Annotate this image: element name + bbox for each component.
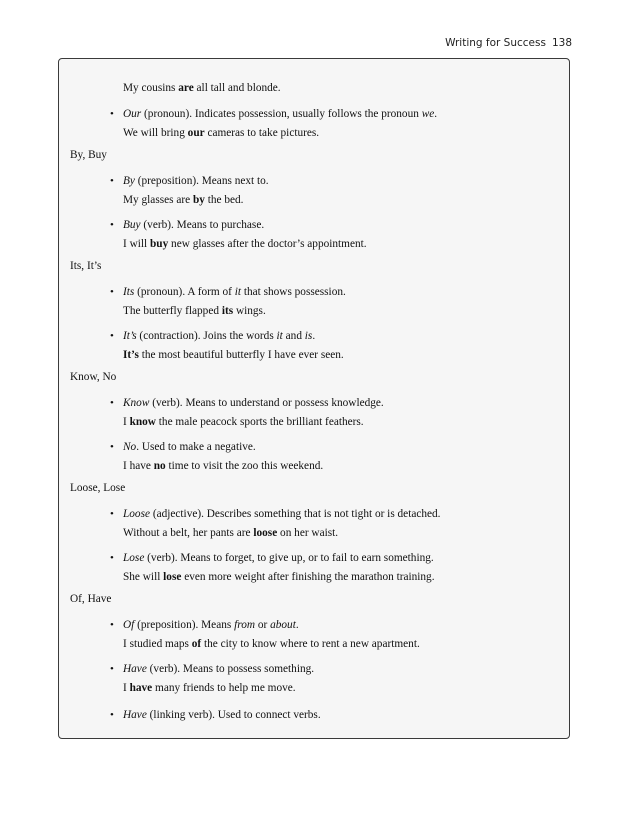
bullet: •: [110, 397, 114, 409]
definition-by: By (preposition). Means next to.: [123, 175, 269, 187]
running-header: [445, 37, 572, 49]
definition-know: Know (verb). Means to understand or possess knowledge.: [123, 397, 384, 409]
example-sentence: My cousins are all tall and blonde.: [123, 82, 281, 94]
definition-loose: Loose (adjective). Describes something that is not tight or is detached.: [123, 508, 441, 520]
bullet: •: [110, 286, 114, 298]
term-heading: Its, It’s: [70, 260, 102, 272]
definition-have-linking: Have (linking verb). Used to connect verbs.: [123, 709, 321, 721]
example-sentence: The butterfly flapped its wings.: [123, 305, 266, 317]
bullet: •: [110, 508, 114, 520]
term-heading: Of, Have: [70, 593, 112, 605]
bullet: •: [110, 441, 114, 453]
header-title: Writing for Success: [445, 37, 546, 49]
bullet: •: [110, 108, 114, 120]
bullet: •: [110, 709, 114, 721]
example-sentence: I have no time to visit the zoo this weekend.: [123, 460, 324, 472]
example-sentence: My glasses are by the bed.: [123, 194, 244, 206]
example-sentence: I will buy new glasses after the doctor’s appointment.: [123, 238, 367, 250]
bullet: •: [110, 663, 114, 675]
term-heading: By, Buy: [70, 149, 107, 161]
example-sentence: It’s the most beautiful butterfly I have ever seen.: [123, 349, 344, 361]
example-sentence: I studied maps of the city to know where to rent a new apartment.: [123, 638, 420, 650]
example-sentence: I have many friends to help me move.: [123, 682, 296, 694]
bullet: •: [110, 175, 114, 187]
bullet: •: [110, 330, 114, 342]
bullet: •: [110, 219, 114, 231]
example-sentence: Without a belt, her pants are loose on her waist.: [123, 527, 339, 539]
definition-no: No. Used to make a negative.: [123, 441, 256, 453]
example-sentence: She will lose even more weight after finishing the marathon training.: [123, 571, 435, 583]
definition-its: Its (pronoun). A form of it that shows possession.: [123, 286, 346, 298]
definition-of: Of (preposition). Means from or about.: [123, 619, 299, 631]
definition-have: Have (verb). Means to possess something.: [123, 663, 315, 675]
term-heading: Know, No: [70, 371, 117, 383]
definition-our: Our (pronoun). Indicates possession, usually follows the pronoun we.: [123, 108, 438, 120]
definition-its-contraction: It’s (contraction). Joins the words it and is.: [123, 330, 316, 342]
definition-buy: Buy (verb). Means to purchase.: [123, 219, 265, 231]
term-heading: Loose, Lose: [70, 482, 126, 494]
definition-lose: Lose (verb). Means to forget, to give up, or to fail to earn something.: [123, 552, 434, 564]
bullet: •: [110, 552, 114, 564]
bullet: •: [110, 619, 114, 631]
page-number: 138: [551, 37, 572, 49]
example-sentence: We will bring our cameras to take pictures.: [123, 127, 320, 139]
example-sentence: I know the male peacock sports the brilliant feathers.: [123, 416, 364, 428]
